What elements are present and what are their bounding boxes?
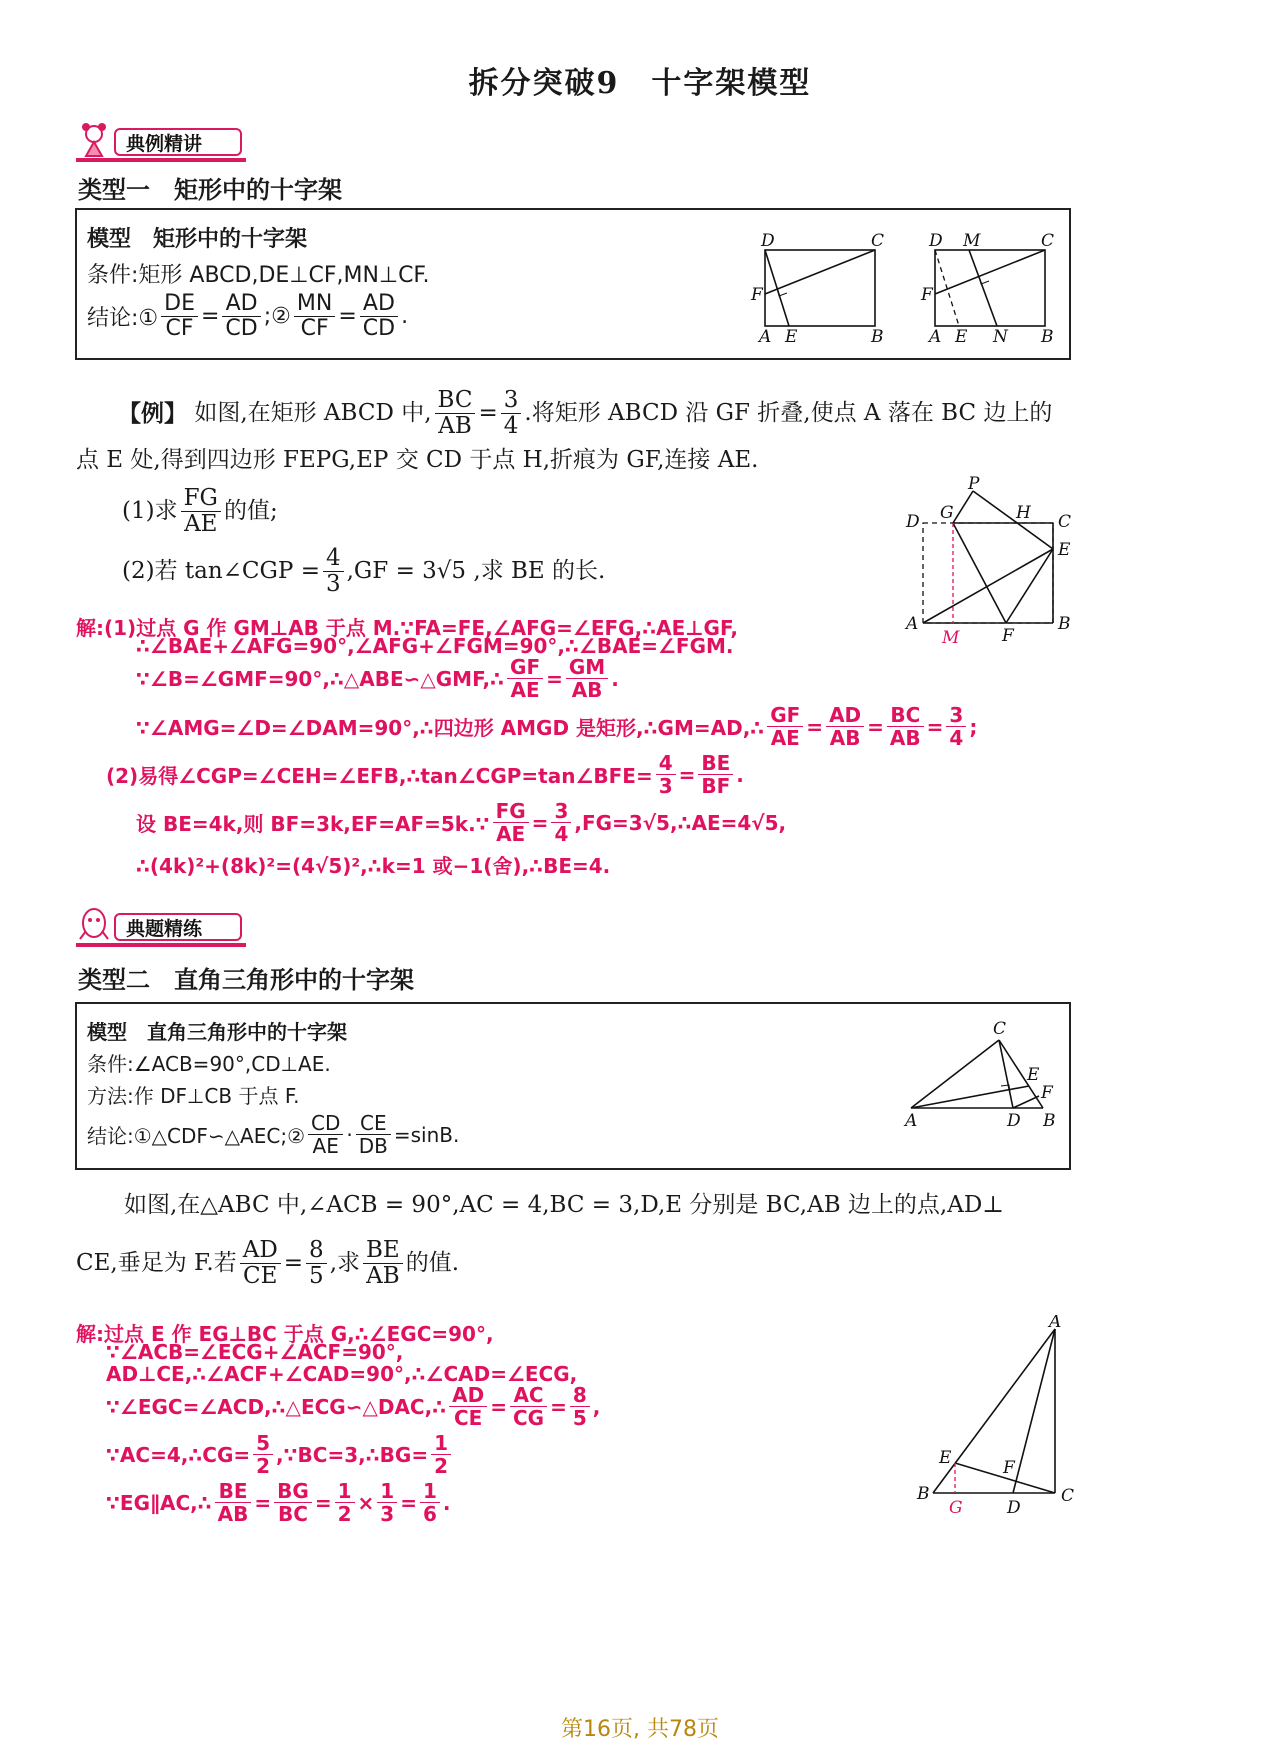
svg-text:D: D xyxy=(1007,1111,1021,1130)
svg-text:B: B xyxy=(871,327,884,347)
svg-text:F: F xyxy=(1041,1083,1053,1103)
svg-text:F: F xyxy=(751,285,763,305)
solution1-line3: ∵∠B=∠GMF=90°,∴△ABE∽△GMF,∴ $\frac{GF}{AE}$ = $\frac{GM}{AB}$ . xyxy=(136,655,619,702)
svg-text:E: E xyxy=(955,327,968,347)
svg-text:D: D xyxy=(761,232,775,251)
svg-text:C: C xyxy=(1061,1486,1075,1506)
solution2-line2: ∵∠ACB=∠ECG+∠ACF=90°, xyxy=(106,1340,404,1364)
problem2-line1: 如图,在△ABC 中,∠ACB = 90°,AC = 4,BC = 3,D,E 分别是 BC,AB 边上的点,AD⊥ xyxy=(124,1192,1004,1218)
model-condition: 条件:∠ACB=90°,CD⊥AE. xyxy=(87,1052,331,1076)
svg-text:D: D xyxy=(1007,1498,1021,1518)
svg-text:A: A xyxy=(1049,1315,1062,1332)
solution1-line6: 设 BE=4k,则 BF=3k,EF=AF=5k.∵ $\frac{FG}{AE}$ = $\frac{3}{4}$ ,FG=3√5,∴AE=4√5, xyxy=(136,799,787,846)
triangle-abc-figure xyxy=(905,1315,1085,1530)
svg-text:C: C xyxy=(1041,232,1055,251)
svg-text:E: E xyxy=(785,327,798,347)
svg-text:D: D xyxy=(929,232,943,251)
problem2-line2: CE,垂足为 F.若 $\frac{AD}{CE}$ = $\frac{8}{5}$ ,求 $\frac{BE}{AB}$ 的值. xyxy=(76,1237,460,1290)
solution1-line4: ∵∠AMG=∠D=∠DAM=90°,∴四边形 AMGD 是矩形,∴GM=AD,∴ $\frac{GF}{AE}$ = $\frac{AD}{AB}$ = $\frac{BC}{AB}$ = $\frac{3}{4}$ ; xyxy=(136,703,978,750)
model-method: 方法:作 DF⊥CB 于点 F. xyxy=(87,1084,300,1108)
right-triangle-figure xyxy=(897,1020,1067,1130)
model-box-triangle xyxy=(75,1002,1071,1170)
model-title: 模型 直角三角形中的十字架 xyxy=(87,1020,347,1044)
svg-text:C: C xyxy=(871,232,885,251)
svg-text:M: M xyxy=(942,628,960,648)
svg-text:F: F xyxy=(1002,626,1014,646)
rectangle-figure-2 xyxy=(917,232,1067,347)
question-2: (2)若 tan∠CGP = $\frac{4}{3}$ ,GF = 3√5 ,求 BE 的长. xyxy=(122,545,606,598)
section-banner-practice xyxy=(76,905,246,945)
rectangle-figure-1 xyxy=(747,232,897,347)
svg-text:E: E xyxy=(1058,540,1071,560)
svg-text:M: M xyxy=(963,232,981,251)
solution2-line6: ∵EG∥AC,∴ $\frac{BE}{AB}$ = $\frac{BG}{BC}$ = $\frac{1}{2}$ × $\frac{1}{3}$ = $\frac{1}{6}$ . xyxy=(106,1479,451,1526)
model-box-rectangle xyxy=(75,208,1071,360)
svg-text:B: B xyxy=(917,1484,930,1504)
page-footer: 第16页, 共78页 xyxy=(561,1717,719,1742)
solution1-line7: ∴(4k)²+(8k)²=(4√5)²,∴k=1 或−1(舍),∴BE=4. xyxy=(136,854,611,878)
section-banner-examples xyxy=(76,120,246,160)
solution1-line5: (2)易得∠CGP=∠CEH=∠EFB,∴tan∠CGP=tan∠BFE= $\frac{4}{3}$ = $\frac{BE}{BF}$ . xyxy=(106,751,744,798)
model-title: 模型 矩形中的十字架 xyxy=(87,227,308,252)
svg-text:A: A xyxy=(906,614,919,634)
question-1: (1)求 $\frac{FG}{AE}$ 的值; xyxy=(122,485,278,538)
svg-text:D: D xyxy=(906,512,920,532)
svg-text:A: A xyxy=(905,1111,918,1130)
solution2-line3: AD⊥CE,∴∠ACF+∠CAD=90°,∴∠CAD=∠ECG, xyxy=(106,1362,578,1386)
model-conclusion: 结论:① $\frac{DE}{CF}$ = $\frac{AD}{CD}$ ;② $\frac{MN}{CF}$ = $\frac{AD}{CD}$ . xyxy=(87,291,409,342)
banner-label: 典题精练 xyxy=(114,913,242,941)
svg-text:E: E xyxy=(1027,1065,1040,1085)
type-heading-2: 类型二 直角三角形中的十字架 xyxy=(78,966,414,994)
svg-text:G: G xyxy=(940,503,954,523)
svg-text:G: G xyxy=(949,1498,963,1518)
banner-label: 典例精讲 xyxy=(114,128,242,156)
egg-mascot-icon xyxy=(76,905,116,945)
girl-mascot-icon xyxy=(76,120,116,160)
fold-figure xyxy=(898,475,1088,650)
svg-text:C: C xyxy=(993,1020,1007,1039)
solution2-line4: ∵∠EGC=∠ACD,∴△ECG∽△DAC,∴ $\frac{AD}{CE}$ = $\frac{AC}{CG}$ = $\frac{8}{5}$ , xyxy=(106,1383,601,1430)
solution1-line2: ∴∠BAE+∠AFG=90°,∠AFG+∠FGM=90°,∴∠BAE=∠FGM. xyxy=(136,634,734,658)
svg-text:A: A xyxy=(759,327,772,347)
page-title: 拆分突破9 十字架模型 xyxy=(468,66,812,101)
svg-text:A: A xyxy=(929,327,942,347)
model-conclusion: 结论:①△CDF∽△AEC;② $\frac{CD}{AE}$ · $\frac{CE}{DB}$ =sinB. xyxy=(87,1111,460,1158)
example-line-1: 【例】 如图,在矩形 ABCD 中, $\frac{BC}{AB}$ = $\frac{3}{4}$ .将矩形 ABCD 沿 GF 折叠,使点 A 落在 BC 边上的 xyxy=(118,387,1053,440)
type-heading-1: 类型一 矩形中的十字架 xyxy=(78,176,342,204)
svg-text:H: H xyxy=(1016,503,1031,523)
svg-text:B: B xyxy=(1041,327,1054,347)
svg-text:F: F xyxy=(921,285,933,305)
solution2-line1: 解:过点 E 作 EG⊥BC 于点 G,∴∠EGC=90°, xyxy=(76,1322,494,1346)
svg-text:F: F xyxy=(1003,1458,1015,1478)
example-line-2: 点 E 处,得到四边形 FEPG,EP 交 CD 于点 H,折痕为 GF,连接 AE. xyxy=(76,447,759,473)
svg-text:B: B xyxy=(1058,614,1071,634)
svg-text:B: B xyxy=(1043,1111,1056,1130)
svg-text:E: E xyxy=(939,1448,952,1468)
solution2-line5: ∵AC=4,∴CG= $\frac{5}{2}$ ,∵BC=3,∴BG= $\frac{1}{2}$ xyxy=(106,1432,454,1477)
model-condition: 条件:矩形 ABCD,DE⊥CF,MN⊥CF. xyxy=(87,263,430,288)
svg-text:C: C xyxy=(1058,512,1072,532)
solution1-line1: 解:(1)过点 G 作 GM⊥AB 于点 M.∵FA=FE,∠AFG=∠EFG,∴AE⊥GF, xyxy=(76,616,739,640)
svg-text:N: N xyxy=(993,327,1008,347)
svg-text:P: P xyxy=(968,475,980,494)
